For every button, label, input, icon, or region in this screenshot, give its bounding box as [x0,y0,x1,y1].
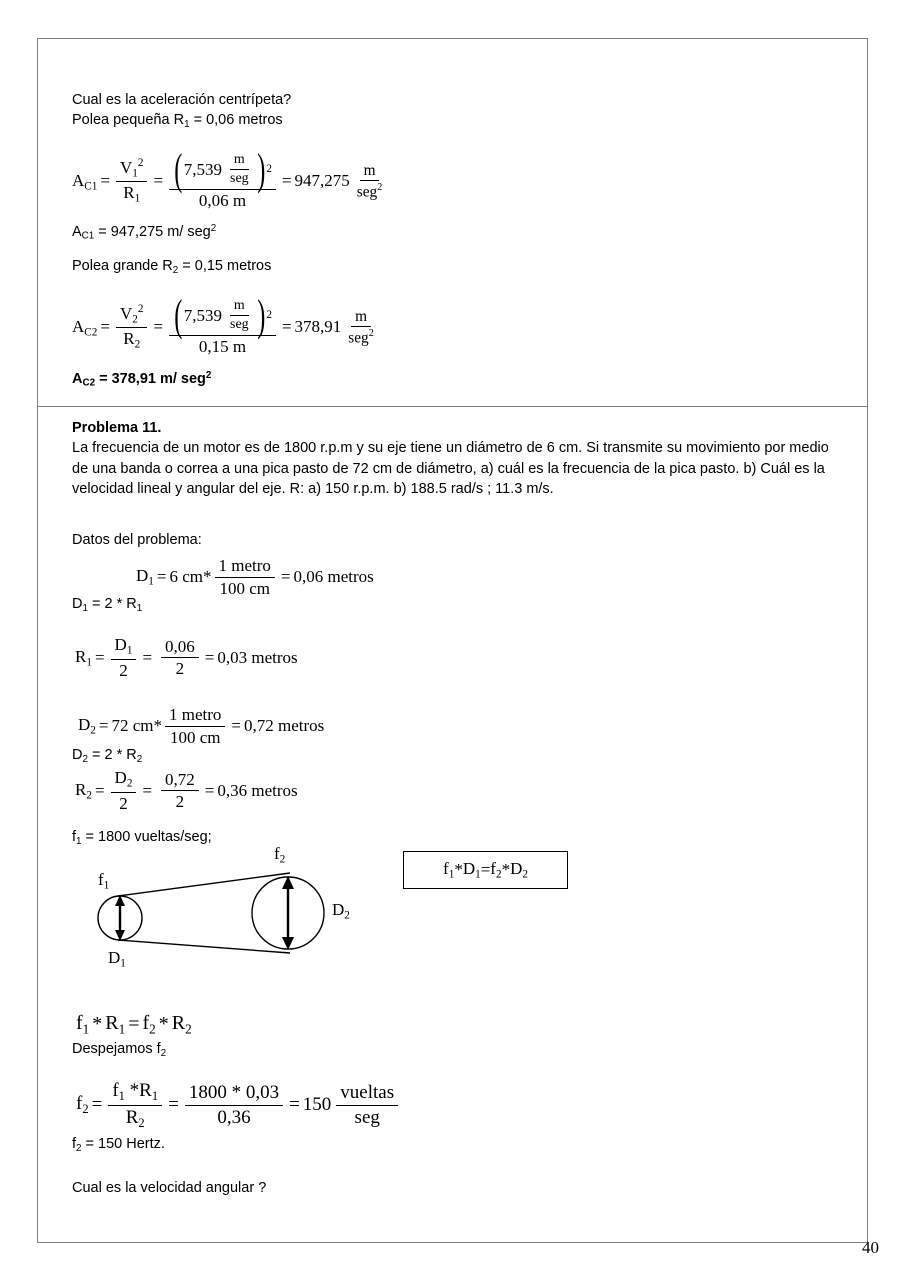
ac2-result-unit-den-sup: 2 [368,328,374,340]
d2-equals-2: = [231,716,242,736]
d1-sub: 1 [148,575,154,588]
r2-value-den: 2 [175,792,185,812]
f2sol-equals-3: = [289,1094,300,1116]
d1-result: 0,06 metros [293,567,374,587]
f2sol-lhs-sym: f [76,1092,83,1114]
d1-sym: D [136,566,149,586]
diagram-label-d2 [332,900,350,922]
d1-rel-prefix: D [72,596,83,612]
belt-upper-line [118,873,290,896]
ac2-result-unit [344,308,377,347]
r2-frac-den: 2 [119,793,128,813]
f2sol-num-symbolic [108,1080,162,1106]
f2sol-num-f-sub: 1 [118,1089,125,1104]
diagram-d2-sym: D [332,900,345,919]
boxed-f2 [490,859,501,881]
boxed-f1-sym: f [443,859,449,879]
frr-star-1: * [92,1013,103,1036]
d2-frac-num: 1 metro [165,705,225,727]
ac1-line-suffix: = 947,275 m/ seg [94,223,211,240]
equation-f2-solution [76,1080,401,1130]
ac2-speed-value: 7,539 [183,305,223,325]
r1-frac-den: 2 [119,660,128,680]
f2-result-suffix: = 150 Hertz. [81,1136,165,1152]
ac2-denominator: 0,15 m [198,337,247,357]
diagram-f1-sym: f [98,870,104,889]
f2-result-line [72,1134,165,1159]
r1-value-den: 2 [175,659,185,679]
result-ac1-line [72,219,216,247]
boxed-formula-f1d1-f2d2 [403,851,568,889]
f2sol-result: 150 [302,1094,332,1116]
d2-rel-mid: = 2 * R [87,747,137,763]
r1-equals-2: = [142,647,153,667]
despejamos-line [72,1039,166,1064]
f2sol-frac-symbolic [108,1080,162,1130]
r1-result: 0,03 metros [217,647,298,667]
frr-f1-sym: f [76,1012,83,1034]
ac1-v-sub: 1 [132,167,138,180]
f2sol-num-f: f [112,1080,119,1101]
boxed-d1-sub: 1 [475,868,481,881]
d2-sym: D [78,715,91,735]
ac1-equals-2: = [153,171,164,191]
f2sol-den-numeric: 0,36 [217,1106,251,1128]
despejamos-prefix: Despejamos f [72,1041,161,1057]
ac1-unit-num: m [230,152,249,170]
boxed-equals: = [480,860,491,879]
ac2-unit-num: m [230,298,249,316]
r1-frac-value [161,637,199,679]
ac2-equals-3: = [281,317,292,337]
ac1-lhs-sub: C1 [84,180,98,193]
d2-sub: 2 [90,724,96,737]
diagram-d1-sub: 1 [120,957,126,970]
equation-d1 [136,556,374,598]
frr-f1 [76,1012,89,1037]
ac1-denominator: 0,06 m [198,191,247,211]
despejamos-sub: 2 [160,1047,167,1059]
frr-r2 [172,1012,192,1037]
ac1-lhs-sym: A [72,170,85,190]
f2sol-unit-num: vueltas [336,1082,398,1106]
boxed-d2-sym: D [510,859,523,879]
frr-r1 [105,1012,125,1037]
frr-r1-sym: R [105,1012,119,1034]
d2-rel-prefix: D [72,747,83,763]
d2-rel-sub2: 2 [136,753,143,765]
polea-grande-sub: 2 [172,264,179,276]
r2-equals-1: = [94,780,105,800]
ac2-line-suffix: = 378,91 m/ seg [95,370,206,387]
f2sol-lhs [76,1093,89,1117]
d2-value: 72 cm [111,716,154,736]
r1-equals-1: = [94,647,105,667]
ac2-lhs-sym: A [72,316,85,336]
ac1-line-sup: 2 [210,223,217,234]
paren-right: ) [256,290,266,340]
d1-rel-mid: = 2 * R [87,596,137,612]
ac1-unit-den: seg [230,171,249,187]
ac1-line-sub: C1 [81,230,95,242]
f2-result-prefix: f [72,1136,77,1152]
d2-times: * [153,716,163,736]
polea-pequena-sub: 1 [184,118,190,130]
d1-equals-1: = [156,567,167,587]
d2-conversion-frac [165,705,225,747]
frr-r2-sub: 2 [185,1021,192,1037]
boxed-f2-sym: f [490,859,496,879]
r1-value-num: 0,06 [161,637,199,659]
ac1-r-sym: R [123,183,135,203]
diagram-label-f1 [98,870,109,892]
boxed-star-1: * [454,860,463,879]
r1-frac-num [111,635,137,660]
ac1-speed-unit [226,152,253,187]
ac2-result-unit-den [344,327,377,347]
d1-value: 6 cm [169,567,204,587]
boxed-star-2: * [501,860,511,879]
ac2-power: 2 [266,309,272,322]
f2sol-num-star: * [129,1080,140,1101]
d2-rel-sub1: 2 [82,753,88,765]
f2sol-frac-numeric [185,1082,283,1129]
question-centripeta: Cual es la aceleración centrípeta? [72,92,292,108]
ac1-v-squared [116,157,148,183]
question-velocidad-angular: Cual es la velocidad angular ? [72,1180,267,1196]
frr-r1-sub: 1 [118,1021,126,1037]
ac1-result-unit-den-text: seg [356,183,378,201]
r1-frac-num-sym: D [114,635,127,654]
ac2-v-sub: 2 [132,313,138,326]
equation-f1r1-f2r2 [76,1012,192,1037]
ac1-speed-value: 7,539 [183,159,223,179]
f1-line-sub: 1 [76,835,82,847]
frr-f2-sym: f [142,1012,150,1034]
diagram-d1-sym: D [108,948,121,967]
ac2-lhs-sub: C2 [84,326,98,339]
boxed-f1-sub: 1 [448,868,455,881]
ac1-v-sup: 2 [137,156,144,169]
ac2-unit-den: seg [230,317,249,333]
r2-sub: 2 [86,789,92,802]
frr-f1-sub: 1 [82,1021,90,1037]
r2-equals-2: = [142,780,153,800]
boxed-d1 [463,859,481,881]
r1-frac-num-sub: 1 [126,644,133,657]
frr-f2 [142,1012,155,1037]
boxed-d2 [510,859,528,881]
ac1-result-unit-den [353,181,386,201]
diagram-f2-sym: f [274,844,280,863]
diagram-f2-sub: 2 [279,853,286,866]
d1-times: * [203,567,212,587]
polea-pequena-line [72,110,283,135]
ac2-line-sub: C2 [82,377,96,389]
f1-line-prefix: f [72,829,77,845]
ac2-v-sup: 2 [137,302,144,315]
ac1-equals-1: = [100,171,110,191]
frr-equals: = [128,1013,140,1036]
polea-grande-prefix: Polea grande R [72,258,173,274]
r1-sub: 1 [86,656,92,669]
ac2-equals-2: = [153,317,164,337]
r1-sym: R [75,646,87,666]
ac1-result-unit-den-sup: 2 [377,182,383,194]
f2sol-equals-1: = [91,1094,103,1116]
r2-frac-num-sym: D [114,768,127,787]
d1-equals-2: = [280,567,291,587]
equation-ac1 [72,144,389,211]
boxed-d1-sym: D [462,859,476,879]
f2sol-equals-2: = [168,1094,179,1116]
d1-relation-line [72,594,142,619]
problema-11-statement: La frecuencia de un motor es de 1800 r.p.m y su eje tiene un diámetro de 6 cm. Si transmite su movimiento por medio de una banda o correa a una pica pasto de 72 cm de diámetro, a) cuál es la frecuencia de la pica pasto. b) Cuál es la velocidad lineal y angular del eje. R: a) 150 r.p.m. b) 188.5 rad/s ; 11.3 m/s. [72,440,829,497]
diagram-label-d1 [108,948,126,970]
diagram-label-f2 [274,844,285,866]
ac2-result-value: 378,91 [294,317,342,337]
ac2-frac-v2r2 [116,303,148,352]
r2-frac-num [111,768,137,793]
ac2-line-sup: 2 [205,370,212,381]
diagram-f1-sub: 1 [103,879,110,892]
ac1-frac-v2r1 [116,157,148,206]
f2sol-den-symbolic [122,1106,149,1131]
equation-r2 [75,768,298,813]
r2-result: 0,36 metros [217,780,298,800]
d2-relation-line [72,745,142,770]
pulley-belt-diagram [78,844,368,976]
d1-frac-den: 100 cm [219,578,270,598]
d2-frac-den: 100 cm [169,727,221,747]
d1-rel-sub2: 1 [136,602,143,614]
paren-left: ( [174,144,183,194]
equation-d2 [78,705,324,747]
f2sol-den-r: R [125,1106,139,1128]
ac2-v-sym: V [119,303,133,323]
r1-frac-d1-2 [111,635,137,680]
frr-r2-sym: R [171,1012,186,1034]
polea-grande-line [72,256,271,281]
d2-equals-1: = [98,716,109,736]
ac1-result-value: 947,275 [294,171,350,191]
f2-result-sub: 2 [76,1142,82,1154]
ac1-r1 [119,182,144,206]
f2sol-result-unit [336,1082,398,1129]
diagram-d2-sub: 2 [344,909,350,922]
ac2-frac-main [169,290,276,357]
r2-sym: R [75,779,87,799]
ac2-line-prefix: A [72,370,83,387]
datos-label: Datos del problema: [72,532,202,548]
d1-rel-sub1: 1 [82,602,88,614]
ac2-v-squared [116,303,148,329]
d1-conversion-frac [215,556,275,598]
r1-sym-group [75,647,92,669]
r2-frac-value [161,770,199,812]
r2-sym-group [75,780,92,802]
problema-11-heading: Problema 11. [72,420,162,436]
ac1-result-unit [353,162,386,201]
r1-equals-3: = [204,647,215,667]
frr-f2-sub: 2 [149,1021,156,1037]
d2-sym-group [78,715,96,737]
section-divider [37,406,868,407]
ac1-lhs [72,171,97,193]
ac1-equals-3: = [281,171,292,191]
ac2-result-unit-num: m [351,308,371,328]
ac1-power: 2 [266,163,272,176]
r2-frac-num-sub: 2 [126,777,133,790]
polea-pequena-suffix: = 0,06 metros [189,112,283,128]
result-ac2-line [72,366,211,394]
boxed-f2-sub: 2 [495,868,502,881]
ac2-r-sub: 2 [134,339,141,352]
ac2-equals-1: = [100,317,110,337]
frr-star-2: * [158,1013,169,1036]
ac1-line-prefix: A [72,223,82,240]
r2-equals-3: = [204,780,215,800]
r2-frac-d2-2 [111,768,137,813]
d1-sym-group [136,566,154,588]
ac2-speed-unit [226,298,253,333]
ac1-numerator [169,144,276,194]
f2sol-num-numeric: 1800 * 0,03 [185,1082,283,1106]
boxed-f1 [443,859,454,881]
paren-right: ) [256,144,266,194]
boxed-d2-sub: 2 [522,868,528,881]
ac2-result-unit-den-text: seg [348,329,369,347]
polea-grande-suffix: = 0,15 metros [178,258,272,274]
equation-r1 [75,635,298,680]
page-number: 40 [862,1238,879,1257]
f1-line-suffix: = 1800 vueltas/seg; [81,829,212,845]
d2-result: 0,72 metros [244,716,325,736]
ac2-numerator [169,290,276,340]
r2-value-num: 0,72 [161,770,199,792]
ac1-frac-main [169,144,276,211]
d1-frac-num: 1 metro [215,556,275,578]
paren-left: ( [174,290,183,340]
f2sol-num-r: R [139,1080,152,1101]
equation-ac2 [72,290,381,357]
ac2-r-sym: R [123,329,135,349]
ac1-r-sub: 1 [134,193,141,206]
ac1-result-unit-num: m [360,162,380,182]
ac2-r2 [119,328,144,352]
ac2-lhs [72,317,97,339]
ac1-v-sym: V [119,157,133,177]
ac2-paren-group [173,290,272,340]
belt-lower-line [118,940,290,953]
ac1-paren-group [173,144,272,194]
f2sol-den-r-sub: 2 [138,1115,145,1130]
f2sol-lhs-sub: 2 [82,1102,89,1117]
f2sol-unit-den: seg [354,1106,380,1128]
polea-pequena-prefix: Polea pequeña R [72,112,185,128]
f2sol-num-r-sub: 1 [151,1089,159,1104]
